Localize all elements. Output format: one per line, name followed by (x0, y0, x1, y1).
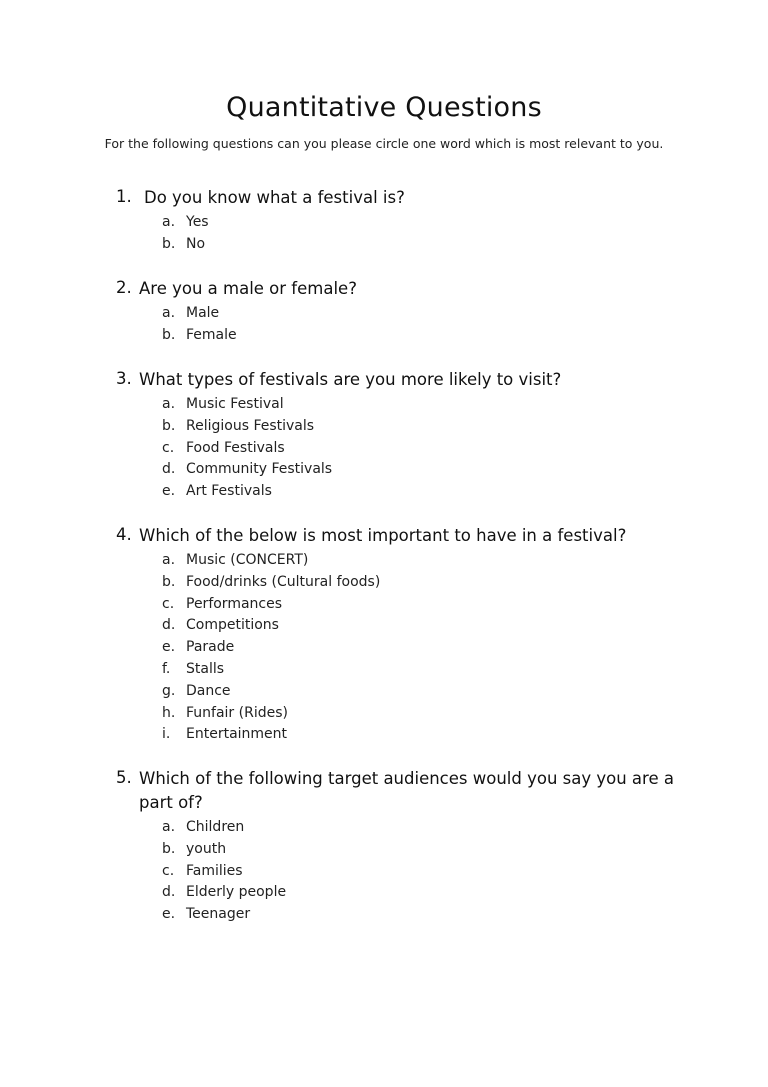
option-letter: a. (162, 819, 176, 835)
option-item (116, 212, 676, 234)
option-label: Female (186, 326, 237, 343)
intro-text: For the following questions can you please circle one word which is most relevant to you. (104, 136, 664, 151)
option-item (116, 459, 676, 481)
question-number: 1. (116, 187, 132, 206)
option-item (116, 703, 676, 725)
option-label: Yes (186, 214, 209, 230)
option-letter: b. (162, 326, 176, 343)
option-label: No (186, 235, 206, 252)
option-letter: d. (162, 884, 176, 901)
option-label: youth (186, 840, 227, 857)
question-5 (116, 767, 676, 926)
option-label: Stalls (186, 660, 225, 677)
question-2 (116, 277, 676, 347)
option-letter: a. (162, 552, 176, 568)
option-item (116, 438, 676, 460)
option-letter: a. (162, 305, 176, 321)
question-text: Do you know what a festival is? (144, 188, 405, 207)
option-label: Parade (186, 639, 235, 656)
option-item (116, 861, 676, 883)
option-label: Male (186, 305, 220, 321)
option-item (116, 394, 676, 416)
question-text: Are you a male or female? (139, 279, 357, 298)
option-label: Religious Festivals (186, 417, 315, 434)
option-letter: c. (162, 439, 175, 456)
option-letter: b. (162, 417, 176, 434)
option-letter: g. (162, 682, 176, 699)
option-label: Funfair (Rides) (186, 704, 288, 721)
page-title: Quantitative Questions (226, 92, 542, 123)
option-list (116, 817, 676, 926)
option-letter: h. (162, 704, 176, 721)
option-item (116, 882, 676, 904)
option-letter: b. (162, 573, 176, 590)
option-item (116, 416, 676, 438)
option-letter: a. (162, 214, 176, 230)
option-item (116, 303, 676, 325)
question-3 (116, 368, 676, 503)
option-label: Dance (186, 682, 231, 699)
option-letter: c. (162, 595, 175, 612)
question-4 (116, 524, 676, 746)
option-letter: f. (162, 660, 171, 677)
option-letter: a. (162, 396, 176, 412)
option-letter: e. (162, 483, 176, 500)
option-letter: e. (162, 639, 176, 656)
option-item (116, 572, 676, 594)
option-item (116, 637, 676, 659)
option-item (116, 659, 676, 681)
question-number: 3. (116, 369, 132, 388)
option-list (116, 303, 676, 347)
question-text: Which of the following target audiences would you say you are a part of? (139, 769, 674, 812)
option-item (116, 481, 676, 503)
option-label: Elderly people (186, 884, 287, 901)
option-letter: c. (162, 862, 175, 879)
option-item (116, 904, 676, 926)
option-label: Teenager (186, 906, 251, 923)
option-list (116, 550, 676, 746)
option-letter: b. (162, 235, 176, 252)
question-1 (116, 186, 676, 256)
question-number: 4. (116, 525, 132, 544)
option-list (116, 394, 676, 503)
option-label: Competitions (186, 617, 279, 634)
option-item (116, 839, 676, 861)
option-item (116, 681, 676, 703)
option-label: Art Festivals (186, 483, 272, 500)
option-item (116, 724, 676, 746)
question-number: 5. (116, 768, 132, 787)
option-letter: d. (162, 461, 176, 478)
option-label: Music (CONCERT) (186, 552, 309, 568)
option-item (116, 817, 676, 839)
option-label: Community Festivals (186, 461, 333, 478)
option-item (116, 615, 676, 637)
option-letter: d. (162, 617, 176, 634)
option-label: Families (186, 862, 243, 879)
option-item (116, 594, 676, 616)
option-list (116, 212, 676, 256)
option-letter: b. (162, 840, 176, 857)
option-item (116, 234, 676, 256)
option-letter: e. (162, 906, 176, 923)
option-label: Performances (186, 595, 283, 612)
option-label: Food Festivals (186, 439, 285, 456)
question-text: Which of the below is most important to have in a festival? (139, 526, 627, 545)
option-label: Food/drinks (Cultural foods) (186, 573, 381, 590)
option-item (116, 325, 676, 347)
option-label: Children (186, 819, 245, 835)
question-text: What types of festivals are you more likely to visit? (139, 370, 562, 389)
option-item (116, 550, 676, 572)
option-label: Entertainment (186, 726, 288, 743)
question-number: 2. (116, 278, 132, 297)
option-label: Music Festival (186, 396, 284, 412)
option-letter: i. (162, 726, 171, 743)
